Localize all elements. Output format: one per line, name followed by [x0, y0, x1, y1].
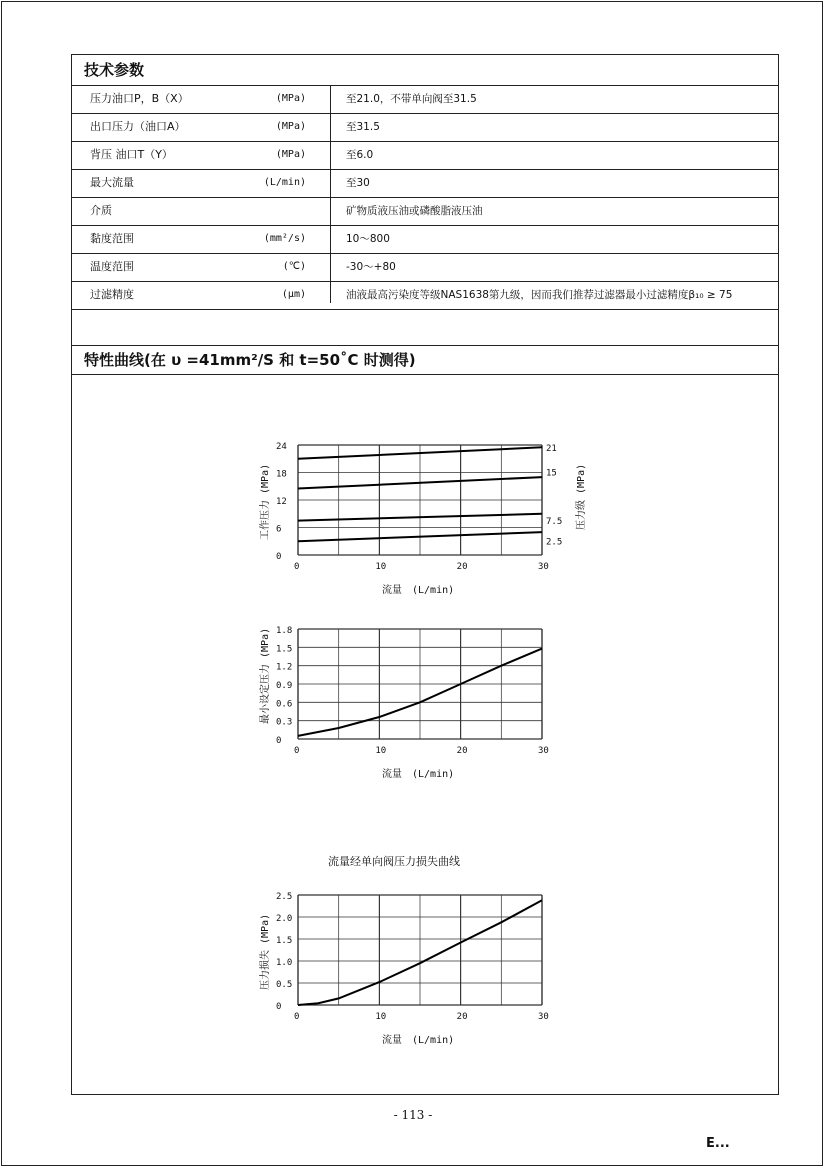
spec-row-value: 10～800 [346, 233, 390, 245]
x-tick-label: 10 [375, 1012, 387, 1022]
spec-row-unit: (MPa) [275, 121, 306, 132]
x-tick-label: 0 [294, 1012, 300, 1022]
spec-row-label: 过滤精度 [90, 288, 134, 301]
spec-row-label: 最大流量 [90, 176, 134, 189]
spec-row-value: 矿物质液压油或磷酸脂液压油 [346, 205, 483, 217]
y-tick-label: 0 [276, 736, 282, 746]
y-axis-label: 压力损失 (MPa) [260, 913, 271, 990]
spec-row-value: 至30 [346, 177, 370, 189]
x-tick-label: 0 [294, 746, 300, 756]
spec-row-label: 黏度范围 [90, 232, 134, 245]
y2-tick-label: 21 [546, 444, 557, 455]
spec-title: 技术参数 [84, 61, 145, 79]
spec-row-label: 介质 [90, 204, 112, 217]
y-tick-label: 1.0 [276, 958, 293, 968]
y-tick-label: 1.8 [276, 626, 293, 636]
x-tick-label: 30 [538, 746, 549, 756]
page-number: - 113 - [393, 1108, 433, 1122]
y-tick-label: 6 [276, 524, 282, 535]
spec-row-unit: (μm) [281, 289, 306, 300]
spec-row-label: 背压 油口T（Y） [90, 148, 173, 161]
y-axis-label: 工作压力 (MPa) [260, 463, 271, 540]
spec-row-value: -30～+80 [346, 261, 396, 273]
y-axis-label: 最小设定压力 (MPa) [260, 627, 271, 724]
spec-row-unit: (℃) [282, 261, 306, 272]
x-tick-label: 10 [375, 746, 387, 756]
spec-row-label: 温度范围 [90, 260, 134, 273]
y-tick-label: 0.6 [276, 699, 293, 710]
spec-row-value: 至21.0，不带单向阀至31.5 [346, 93, 477, 105]
spec-row-value: 油液最高污染度等级NAS1638第九级，因而我们推荐过滤器最小过滤精度β₁₀ ≥ 75 [346, 289, 733, 301]
spec-row-unit: (mm²/s) [263, 233, 306, 244]
curves-title: 特性曲线(在 υ =41mm²/S 和 t=50˚C 时测得) [84, 351, 416, 369]
charts-area [72, 55, 778, 1094]
x-axis-label: 流量 (L/min) [382, 585, 455, 596]
y-tick-label: 1.2 [276, 662, 293, 673]
y-tick-label: 2.5 [276, 892, 293, 902]
y-tick-label: 1.5 [276, 936, 293, 946]
y-tick-label: 12 [276, 497, 287, 507]
y-tick-label: 1.5 [276, 644, 293, 655]
y-tick-label: 18 [276, 469, 287, 480]
x-tick-label: 20 [456, 1012, 468, 1022]
x-tick-label: 10 [375, 562, 387, 572]
y-tick-label: 0.3 [276, 717, 293, 728]
spec-row-unit: (MPa) [275, 93, 306, 104]
x-axis-label: 流量 (L/min) [382, 1035, 455, 1046]
y2-tick-label: 2.5 [546, 537, 563, 548]
x-tick-label: 30 [538, 562, 549, 572]
document-frame [71, 54, 779, 1095]
x-tick-label: 20 [456, 562, 468, 572]
charts-svg [72, 55, 778, 1094]
spec-row-value: 至31.5 [346, 121, 380, 133]
spec-row-value: 至6.0 [346, 149, 374, 161]
chart-title: 流量经单向阀压力损失曲线 [328, 855, 460, 868]
spec-row-unit: (L/min) [263, 177, 306, 188]
y2-axis-label: 压力级 (MPa) [576, 463, 587, 530]
corner-mark: E... [706, 1136, 730, 1151]
x-tick-label: 30 [538, 1012, 549, 1022]
y-tick-label: 0.9 [276, 681, 293, 691]
y2-tick-label: 7.5 [546, 516, 563, 527]
y-tick-label: 24 [276, 442, 287, 452]
x-tick-label: 0 [294, 562, 300, 572]
x-tick-label: 20 [456, 746, 468, 756]
y2-tick-label: 15 [546, 468, 557, 479]
y-tick-label: 0 [276, 552, 282, 562]
y-tick-label: 0.5 [276, 980, 293, 990]
spec-row-label: 压力油口P，B（X） [90, 92, 189, 105]
y-tick-label: 2.0 [276, 914, 293, 924]
spec-row-label: 出口压力（油口A） [90, 120, 186, 133]
spec-row-unit: (MPa) [275, 149, 306, 160]
y-tick-label: 0 [276, 1002, 282, 1012]
x-axis-label: 流量 (L/min) [382, 769, 455, 780]
